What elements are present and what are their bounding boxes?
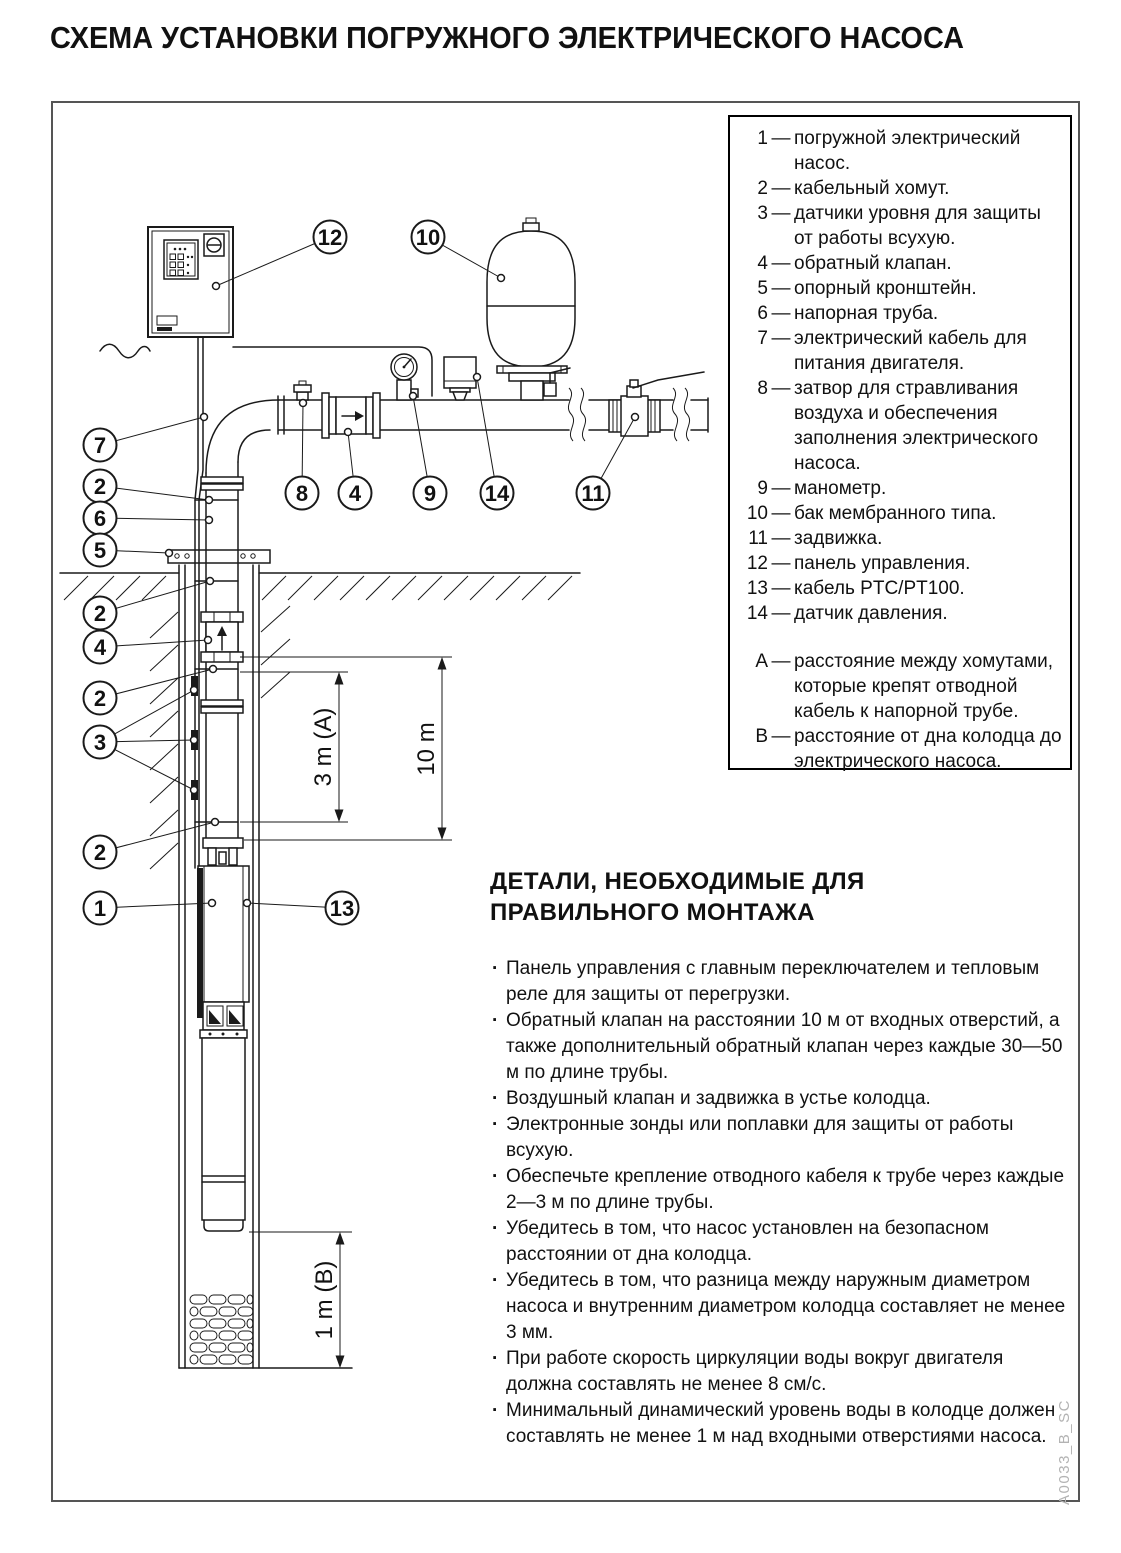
legend-item-num: 3 — [757, 203, 768, 224]
dash: — — [771, 528, 791, 549]
bullet-icon: · — [492, 1114, 499, 1135]
air-bleed-valve — [294, 381, 311, 400]
legend-item-text: обратный клапан. — [794, 253, 952, 274]
callout-number: 10 — [415, 225, 441, 250]
details-bullet-text: Обратный клапан на расстоянии 10 м от входных отверстий, а также дополнительный обратный клапан через каждые 30—50 м по длине трубы. — [506, 1010, 1063, 1083]
leader-dot — [632, 414, 639, 421]
ptc-cable — [197, 868, 203, 1018]
leader-dot — [210, 666, 217, 673]
details-bullet — [490, 1008, 1070, 1086]
drawing-code-watermark: A0033_B_SC — [1056, 1399, 1073, 1505]
leader-dot — [201, 414, 208, 421]
dash: — — [771, 128, 791, 149]
well-bottom-sediment — [190, 1295, 253, 1364]
bullet-icon: · — [492, 1270, 499, 1291]
details-bullet — [490, 1216, 1070, 1268]
dash: — — [771, 178, 791, 199]
callout-number: 7 — [93, 433, 107, 458]
legend-item — [734, 576, 1064, 601]
details-bullet-text: Обеспечьте крепление отводного кабеля к трубе через каждые 2—3 м по длине трубы. — [506, 1166, 1065, 1213]
legend-item — [734, 551, 1064, 576]
details-heading: ДЕТАЛИ, НЕОБХОДИМЫЕ ДЛЯ ПРАВИЛЬНОГО МОНТАЖА — [490, 868, 865, 926]
legend-item-text: электрический кабель для питания двигателя. — [794, 328, 1027, 374]
leader-dot — [166, 550, 173, 557]
leader-dot — [300, 400, 307, 407]
legend-item-text: опорный кронштейн. — [794, 278, 977, 299]
callout-number: 9 — [423, 481, 437, 506]
legend-item-num: 10 — [746, 503, 768, 524]
legend-item — [734, 301, 1064, 326]
control-panel — [148, 227, 233, 337]
dash: — — [771, 603, 791, 624]
legend-note-text: расстояние между хомутами, которые крепят отводной кабель к напорной трубе. — [794, 651, 1054, 722]
dash: — — [771, 503, 791, 524]
pump-body — [198, 866, 249, 1002]
leader-dot — [410, 393, 417, 400]
legend-item-num: 8 — [757, 378, 768, 399]
dash: — — [771, 253, 791, 274]
leader-dot — [474, 374, 481, 381]
legend-item-text: кабельный хомут. — [794, 178, 950, 199]
callout-number: 14 — [484, 481, 510, 506]
legend-item — [734, 176, 1064, 201]
legend-note-text: расстояние от дна колодца до электрического насоса. — [794, 726, 1062, 772]
dash: — — [771, 651, 791, 672]
dash: — — [771, 478, 791, 499]
leader-dot — [205, 637, 212, 644]
pipe-couplings — [201, 477, 243, 713]
details-bullet — [490, 1112, 1070, 1164]
callout-number: 2 — [93, 474, 107, 499]
details-bullet-text: Минимальный динамический уровень воды в колодце должен составлять не менее 1 м над входными отверстиями насоса. — [506, 1400, 1056, 1447]
legend-item — [734, 126, 1064, 176]
legend-item-text: погружной электрический насос. — [794, 128, 1021, 174]
leader-dot — [212, 819, 219, 826]
details-section — [490, 866, 1070, 1450]
legend-item — [734, 201, 1064, 251]
bullet-icon: · — [492, 1218, 499, 1239]
legend-item-text: манометр. — [794, 478, 887, 499]
leader-dot — [209, 900, 216, 907]
callout-number: 5 — [93, 538, 107, 563]
details-bullet-text: Электронные зонды или поплавки для защиты от работы всухую. — [506, 1114, 1014, 1161]
dash: — — [771, 578, 791, 599]
legend-note — [734, 649, 1064, 724]
callout-number: 6 — [93, 506, 107, 531]
legend-item — [734, 251, 1064, 276]
details-bullet — [490, 1086, 1070, 1112]
details-bullet-list — [490, 956, 1070, 1450]
legend-item-num: 9 — [757, 478, 768, 499]
legend-item-num: 12 — [746, 553, 768, 574]
page-title: СХЕМА УСТАНОВКИ ПОГРУЖНОГО ЭЛЕКТРИЧЕСКОГО НАСОСА — [50, 20, 964, 55]
legend-item — [734, 601, 1064, 626]
legend-item — [734, 376, 1064, 476]
details-bullet — [490, 1398, 1070, 1450]
legend-item-num: 7 — [757, 328, 768, 349]
leader-dot — [191, 687, 198, 694]
details-bullet-text: Убедитесь в том, что насос установлен на безопасном расстоянии от дна колодца. — [506, 1218, 989, 1265]
callout-number: 4 — [93, 635, 107, 660]
valve-handle — [633, 372, 704, 388]
legend-note-num: В — [755, 726, 768, 747]
dash: — — [771, 553, 791, 574]
legend-item-num: 5 — [757, 278, 768, 299]
dash: — — [771, 203, 791, 224]
membrane-tank — [487, 218, 575, 400]
bullet-icon: · — [492, 1010, 499, 1031]
callout-number: 11 — [581, 481, 605, 506]
legend-item-text: панель управления. — [794, 553, 971, 574]
legend-item-text: датчики уровня для защиты от работы всухую. — [794, 203, 1041, 249]
leader-dot — [207, 578, 214, 585]
legend-item-text: напорная труба. — [794, 303, 939, 324]
dimension-label-a: 3 m (A) — [310, 707, 337, 787]
leader-dot — [345, 429, 352, 436]
callout-number: 8 — [295, 481, 309, 506]
details-bullet-text: При работе скорость циркуляции воды вокруг двигателя должна составлять не менее 8 см/с. — [506, 1348, 1004, 1395]
dash: — — [771, 328, 791, 349]
legend-item — [734, 526, 1064, 551]
details-bullet — [490, 956, 1070, 1008]
details-bullet — [490, 1164, 1070, 1216]
legend-item-text: затвор для стравливания воздуха и обеспечения заполнения электрического насоса. — [794, 378, 1039, 474]
legend-note — [734, 724, 1064, 774]
pipeline — [206, 388, 708, 848]
legend-notes — [734, 649, 1064, 774]
dimension-lines — [240, 657, 452, 1368]
dash: — — [771, 278, 791, 299]
legend-item — [734, 476, 1064, 501]
pressure-sensor — [444, 357, 476, 400]
leader-dot — [191, 737, 198, 744]
legend-item-text: бак мембранного типа. — [794, 503, 997, 524]
legend-item-num: 11 — [748, 528, 768, 549]
legend-item — [734, 326, 1064, 376]
bullet-icon: · — [492, 1348, 499, 1369]
callout-number: 1 — [93, 896, 107, 921]
details-bullet — [490, 1268, 1070, 1346]
legend-item-num: 6 — [757, 303, 768, 324]
submersible-pump — [197, 838, 249, 1231]
legend-item-num: 14 — [746, 603, 768, 624]
leader-dot — [206, 517, 213, 524]
leader-dot — [213, 283, 220, 290]
dash: — — [771, 378, 791, 399]
callout-number: 12 — [317, 225, 343, 250]
details-bullet-text: Панель управления с главным переключателем и тепловым реле для защиты от перегрузки. — [506, 958, 1040, 1005]
callout-number: 2 — [93, 840, 107, 865]
legend-item-num: 13 — [746, 578, 768, 599]
legend-item-num: 2 — [757, 178, 768, 199]
dash: — — [771, 303, 791, 324]
callout-number: 13 — [329, 896, 355, 921]
legend-item-num: 4 — [757, 253, 768, 274]
bullet-icon: · — [492, 1166, 499, 1187]
legend-item-text: задвижка. — [794, 528, 883, 549]
details-bullet-text: Воздушный клапан и задвижка в устье колодца. — [506, 1088, 931, 1109]
gate-valve — [609, 372, 704, 436]
callout-number: 2 — [93, 686, 107, 711]
legend-item — [734, 276, 1064, 301]
pump-motor — [202, 1038, 245, 1220]
dash: — — [771, 726, 791, 747]
details-bullet — [490, 1346, 1070, 1398]
callout-number: 2 — [93, 601, 107, 626]
callout-number: 3 — [93, 730, 107, 755]
leader-dot — [244, 900, 251, 907]
bullet-icon: · — [492, 1400, 499, 1421]
legend-note-num: А — [755, 651, 768, 672]
details-bullet-text: Убедитесь в том, что разница между наружным диаметром насоса и внутренним диаметром колодца составляет не менее 3 мм. — [506, 1270, 1066, 1343]
dimension-label-10m: 10 m — [413, 722, 440, 776]
leader-dot — [191, 787, 198, 794]
bullet-icon: · — [492, 958, 499, 979]
callout-number: 4 — [348, 481, 362, 506]
legend-items — [734, 126, 1064, 626]
legend-box — [728, 115, 1072, 770]
bullet-icon: · — [492, 1088, 499, 1109]
legend-item-text: датчик давления. — [794, 603, 948, 624]
legend-item — [734, 501, 1064, 526]
legend-item-text: кабель PTC/PT100. — [794, 578, 965, 599]
leader-dot — [498, 275, 505, 282]
dimension-label-b: 1 m (B) — [311, 1260, 338, 1340]
leader-dot — [206, 497, 213, 504]
legend-item-num: 1 — [757, 128, 768, 149]
